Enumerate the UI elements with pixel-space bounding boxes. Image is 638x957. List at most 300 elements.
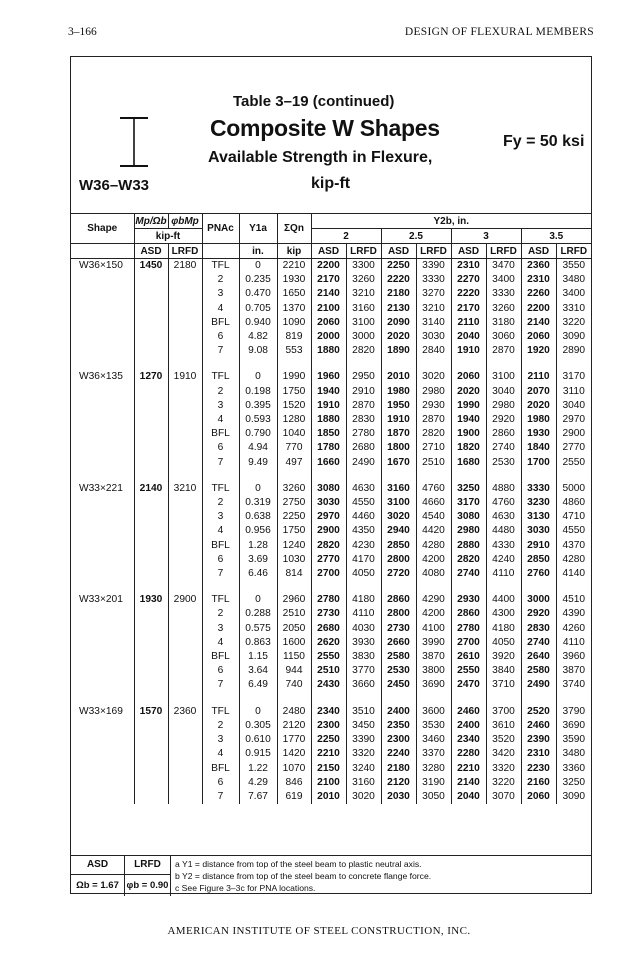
mp-asd-cell	[134, 524, 168, 538]
strength-cell: 4170	[346, 553, 381, 567]
strength-cell: 3590	[556, 733, 591, 747]
spacer-cell	[416, 693, 451, 705]
strength-cell: 2040	[451, 330, 486, 344]
table-row	[71, 510, 591, 524]
sumqn-cell: 2510	[277, 607, 311, 621]
spacer-cell	[277, 470, 311, 482]
mp-asd-cell	[134, 733, 168, 747]
spacer-cell	[239, 581, 277, 593]
table-subtitle: Available Strength in Flexure,	[208, 149, 433, 166]
spacer-cell	[451, 358, 486, 370]
strength-cell: 2460	[521, 719, 556, 733]
strength-cell: 2260	[521, 287, 556, 301]
shape-cell	[71, 441, 134, 455]
pna-cell: 4	[202, 636, 239, 650]
pna-cell: 3	[202, 510, 239, 524]
y1-cell: 0.470	[239, 287, 277, 301]
mp-lrfd-cell	[168, 273, 202, 287]
strength-cell: 1940	[451, 413, 486, 427]
spacer-cell	[416, 581, 451, 593]
sumqn-cell: 1750	[277, 524, 311, 538]
strength-cell: 3510	[346, 705, 381, 719]
strength-cell: 2820	[346, 344, 381, 358]
shape-cell	[71, 524, 134, 538]
y1-cell: 0	[239, 482, 277, 496]
table-row	[71, 370, 591, 384]
shape-cell	[71, 719, 134, 733]
strength-cell: 3690	[556, 719, 591, 733]
shape-cell	[71, 302, 134, 316]
sumqn-cell: 1240	[277, 539, 311, 553]
strength-cell: 2070	[521, 385, 556, 399]
spacer-cell	[134, 693, 168, 705]
pna-cell: 4	[202, 413, 239, 427]
header-pna: PNAc	[202, 214, 239, 244]
strength-cell: 3180	[486, 316, 521, 330]
spacer-cell	[486, 358, 521, 370]
strength-cell: 2970	[556, 413, 591, 427]
strength-cell: 3280	[416, 762, 451, 776]
strength-cell: 4460	[346, 510, 381, 524]
pna-cell: 2	[202, 385, 239, 399]
strength-cell: 2580	[521, 664, 556, 678]
sumqn-cell: 1600	[277, 636, 311, 650]
strength-cell: 3450	[346, 719, 381, 733]
shape-cell	[71, 553, 134, 567]
spacer-cell	[134, 581, 168, 593]
spacer-cell	[521, 358, 556, 370]
strength-cell: 2160	[521, 776, 556, 790]
strength-cell: 3400	[556, 287, 591, 301]
sumqn-cell: 846	[277, 776, 311, 790]
y1-cell: 3.69	[239, 553, 277, 567]
sumqn-cell: 2960	[277, 593, 311, 607]
section-title: DESIGN OF FLEXURAL MEMBERS	[404, 26, 594, 38]
strength-cell: 4880	[486, 482, 521, 496]
strength-cell: 2920	[521, 607, 556, 621]
strength-cell: 1840	[521, 441, 556, 455]
mp-lrfd-cell	[168, 385, 202, 399]
header-sumqn: ΣQn	[277, 214, 311, 244]
table-row	[71, 664, 591, 678]
strength-cell: 4660	[416, 496, 451, 510]
sumqn-cell: 1150	[277, 650, 311, 664]
strength-cell: 4110	[346, 607, 381, 621]
mp-asd-cell: 1570	[134, 705, 168, 719]
strength-cell: 3770	[346, 664, 381, 678]
sumqn-cell: 1750	[277, 385, 311, 399]
table-row	[71, 302, 591, 316]
shape-cell	[71, 385, 134, 399]
strength-cell: 2660	[381, 636, 416, 650]
strength-cell: 4760	[416, 482, 451, 496]
strength-cell: 2510	[311, 664, 346, 678]
strength-cell: 3360	[556, 762, 591, 776]
spacer-cell	[346, 358, 381, 370]
mp-lrfd-cell	[168, 567, 202, 581]
strength-cell: 2140	[451, 776, 486, 790]
table-number: Table 3–19 (continued)	[233, 93, 395, 110]
mp-asd-cell	[134, 636, 168, 650]
y1-cell: 0.593	[239, 413, 277, 427]
sumqn-cell: 1040	[277, 427, 311, 441]
header-kipft: kip-ft	[134, 229, 202, 244]
strength-cell: 2930	[451, 593, 486, 607]
strength-cell: 2140	[521, 316, 556, 330]
strength-cell: 2360	[521, 259, 556, 274]
strength-cell: 2100	[311, 776, 346, 790]
shape-cell	[71, 607, 134, 621]
strength-cell: 2780	[451, 622, 486, 636]
shape-cell	[71, 330, 134, 344]
mp-asd-cell	[134, 273, 168, 287]
strength-cell: 2300	[381, 733, 416, 747]
strength-cell: 2870	[416, 413, 451, 427]
table-row	[71, 636, 591, 650]
strength-cell: 1880	[311, 413, 346, 427]
shape-cell	[71, 733, 134, 747]
mp-asd-cell	[134, 510, 168, 524]
spacer-cell	[202, 581, 239, 593]
strength-cell: 3100	[486, 370, 521, 384]
spacer-cell	[239, 693, 277, 705]
strength-cell: 2610	[451, 650, 486, 664]
strength-cell: 1910	[381, 413, 416, 427]
strength-cell: 3020	[416, 370, 451, 384]
strength-cell: 4400	[486, 593, 521, 607]
strength-cell: 2110	[521, 370, 556, 384]
strength-cell: 4330	[486, 539, 521, 553]
strength-cell: 4240	[486, 553, 521, 567]
strength-cell: 4370	[556, 539, 591, 553]
shape-cell	[71, 510, 134, 524]
strength-cell: 3070	[486, 790, 521, 804]
strength-cell: 3030	[521, 524, 556, 538]
strength-cell: 2580	[381, 650, 416, 664]
sumqn-cell: 2050	[277, 622, 311, 636]
sumqn-cell: 619	[277, 790, 311, 804]
y1-cell: 0.319	[239, 496, 277, 510]
sumqn-cell: 1520	[277, 399, 311, 413]
header-asd: ASD	[451, 244, 486, 259]
strength-cell: 2550	[451, 664, 486, 678]
shape-cell: W33×221	[79, 482, 123, 494]
sumqn-cell: 1280	[277, 413, 311, 427]
strength-cell: 3090	[556, 330, 591, 344]
strength-cell: 2910	[346, 385, 381, 399]
strength-cell: 2130	[381, 302, 416, 316]
pna-cell: 7	[202, 456, 239, 470]
strength-cell: 4390	[556, 607, 591, 621]
sumqn-cell: 2210	[277, 259, 311, 274]
sumqn-cell: 1090	[277, 316, 311, 330]
y1-cell: 4.94	[239, 441, 277, 455]
pna-cell: TFL	[202, 482, 239, 496]
strength-cell: 2740	[521, 636, 556, 650]
pna-cell: 2	[202, 607, 239, 621]
strength-cell: 3960	[556, 650, 591, 664]
shape-cell: W36×150	[79, 260, 123, 271]
mp-asd-cell	[134, 762, 168, 776]
strength-cell: 1910	[451, 344, 486, 358]
strength-cell: 2120	[381, 776, 416, 790]
y1-cell: 0	[239, 593, 277, 607]
strength-cell: 3690	[416, 678, 451, 692]
strength-cell: 3260	[346, 273, 381, 287]
strength-cell: 3090	[556, 790, 591, 804]
y1-cell: 0	[239, 705, 277, 719]
pna-cell: 2	[202, 496, 239, 510]
strength-cell: 2880	[451, 539, 486, 553]
header-pna-blank	[202, 244, 239, 259]
strength-cell: 4110	[486, 567, 521, 581]
header-asd: ASD	[311, 244, 346, 259]
header-y1: Y1a	[239, 214, 277, 244]
sumqn-cell: 1070	[277, 762, 311, 776]
spacer-cell	[168, 358, 202, 370]
strength-cell: 2400	[451, 719, 486, 733]
shape-cell	[71, 776, 134, 790]
spacer-cell	[71, 693, 134, 705]
table-row	[71, 650, 591, 664]
strength-cell: 2730	[311, 607, 346, 621]
strength-cell: 4050	[486, 636, 521, 650]
sumqn-cell: 740	[277, 678, 311, 692]
spacer-cell	[381, 470, 416, 482]
strength-cell: 1980	[521, 413, 556, 427]
shape-cell	[71, 664, 134, 678]
strength-cell: 1960	[311, 370, 346, 384]
spacer-cell	[311, 693, 346, 705]
asd-label: ASD	[71, 856, 124, 875]
spacer-cell	[556, 581, 591, 593]
strength-cell: 3270	[416, 287, 451, 301]
y1-cell: 7.67	[239, 790, 277, 804]
table-body	[71, 259, 591, 805]
spacer-cell	[521, 693, 556, 705]
sumqn-cell: 1990	[277, 370, 311, 384]
strength-cell: 2060	[311, 316, 346, 330]
table-row	[71, 413, 591, 427]
asd-box	[71, 856, 125, 896]
strength-cell: 3420	[486, 747, 521, 761]
strength-cell: 2720	[381, 567, 416, 581]
y1-cell: 0.956	[239, 524, 277, 538]
pna-cell: BFL	[202, 427, 239, 441]
strength-cell: 2460	[451, 705, 486, 719]
mp-asd-cell	[134, 678, 168, 692]
table-row	[71, 705, 591, 719]
strength-cell: 3740	[556, 678, 591, 692]
strength-cell: 2310	[521, 273, 556, 287]
mp-asd-cell: 1930	[134, 593, 168, 607]
strength-cell: 2060	[521, 330, 556, 344]
spacer-cell	[168, 470, 202, 482]
strength-cell: 1940	[311, 385, 346, 399]
group-spacer	[71, 693, 591, 705]
table-row	[71, 762, 591, 776]
y1-cell: 3.64	[239, 664, 277, 678]
strength-cell: 3160	[381, 482, 416, 496]
strength-cell: 3230	[521, 496, 556, 510]
strength-cell: 4200	[416, 607, 451, 621]
strength-cell: 2920	[486, 413, 521, 427]
mp-asd-cell: 1270	[134, 370, 168, 384]
strength-cell: 3190	[416, 776, 451, 790]
mp-asd-cell	[134, 413, 168, 427]
mp-lrfd-cell	[168, 664, 202, 678]
table-row	[71, 259, 591, 274]
pna-cell: 4	[202, 302, 239, 316]
lrfd-label: LRFD	[125, 856, 170, 875]
shape-range: W36–W33	[79, 177, 150, 194]
mp-asd-cell	[134, 302, 168, 316]
pna-cell: 3	[202, 399, 239, 413]
strength-cell: 2830	[521, 622, 556, 636]
y1-cell: 0.575	[239, 622, 277, 636]
mp-lrfd-cell	[168, 776, 202, 790]
mp-asd-cell	[134, 664, 168, 678]
strength-cell: 3930	[346, 636, 381, 650]
strength-cell: 3220	[556, 316, 591, 330]
strength-cell: 3370	[416, 747, 451, 761]
strength-cell: 2840	[416, 344, 451, 358]
strength-cell: 3210	[416, 302, 451, 316]
strength-cell: 2060	[451, 370, 486, 384]
mp-lrfd-cell	[168, 413, 202, 427]
strength-cell: 2490	[346, 456, 381, 470]
strength-cell: 2800	[381, 553, 416, 567]
table-row	[71, 316, 591, 330]
y1-cell: 4.82	[239, 330, 277, 344]
sumqn-cell: 814	[277, 567, 311, 581]
header-kip: kip	[277, 244, 311, 259]
strength-cell: 2770	[311, 553, 346, 567]
strength-cell: 4230	[346, 539, 381, 553]
table-frame	[70, 56, 592, 894]
sumqn-cell: 944	[277, 664, 311, 678]
mp-lrfd-cell: 2900	[168, 593, 202, 607]
spacer-cell	[277, 358, 311, 370]
shape-cell	[71, 399, 134, 413]
strength-cell: 2740	[451, 567, 486, 581]
strength-cell: 2060	[521, 790, 556, 804]
shape-cell	[71, 762, 134, 776]
strength-cell: 2210	[311, 747, 346, 761]
spacer-cell	[71, 470, 134, 482]
strength-cell: 2530	[381, 664, 416, 678]
mp-lrfd-cell	[168, 427, 202, 441]
strength-cell: 2220	[381, 273, 416, 287]
mp-lrfd-cell: 3210	[168, 482, 202, 496]
table-row	[71, 330, 591, 344]
spacer-cell	[202, 358, 239, 370]
strength-cell: 2340	[451, 733, 486, 747]
footnote-c: c See Figure 3–3c for PNA locations.	[175, 883, 316, 893]
strength-cell: 3250	[451, 482, 486, 496]
strength-cell: 3170	[451, 496, 486, 510]
strength-cell: 3160	[346, 302, 381, 316]
strength-cell: 4280	[416, 539, 451, 553]
mp-asd-cell	[134, 790, 168, 804]
sumqn-cell: 2120	[277, 719, 311, 733]
table-units: kip-ft	[311, 175, 351, 192]
strength-cell: 4260	[556, 622, 591, 636]
table-row	[71, 719, 591, 733]
spacer-cell	[381, 693, 416, 705]
pna-cell: 6	[202, 441, 239, 455]
strength-cell: 4300	[486, 607, 521, 621]
strength-cell: 1890	[381, 344, 416, 358]
strength-cell: 3130	[521, 510, 556, 524]
strength-cell: 3060	[486, 330, 521, 344]
sumqn-cell: 1650	[277, 287, 311, 301]
strength-cell: 3210	[346, 287, 381, 301]
y1-cell: 0	[239, 259, 277, 274]
strength-cell: 2020	[451, 385, 486, 399]
table-row	[71, 524, 591, 538]
mp-lrfd-cell	[168, 762, 202, 776]
y1-cell: 0.940	[239, 316, 277, 330]
strength-cell: 2300	[311, 719, 346, 733]
strength-cell: 4860	[556, 496, 591, 510]
strength-cell: 4100	[416, 622, 451, 636]
spacer-cell	[168, 693, 202, 705]
strength-cell: 1980	[381, 385, 416, 399]
strength-cell: 2240	[381, 747, 416, 761]
strength-cell: 1880	[311, 344, 346, 358]
mp-lrfd-cell	[168, 316, 202, 330]
table-row	[71, 776, 591, 790]
y1-cell: 1.22	[239, 762, 277, 776]
strength-cell: 3030	[416, 330, 451, 344]
mp-lrfd-cell	[168, 607, 202, 621]
table-row	[71, 482, 591, 496]
strength-cell: 3920	[486, 650, 521, 664]
strength-cell: 2000	[311, 330, 346, 344]
mp-asd-cell	[134, 441, 168, 455]
strength-cell: 3400	[486, 273, 521, 287]
strength-cell: 1990	[451, 399, 486, 413]
pna-cell: 6	[202, 553, 239, 567]
strength-cell: 2700	[451, 636, 486, 650]
spacer-cell	[202, 470, 239, 482]
pna-cell: TFL	[202, 370, 239, 384]
footnote-a: a Y1 = distance from top of the steel beam to plastic neutral axis.	[175, 859, 422, 869]
mp-asd-cell	[134, 567, 168, 581]
header-blank	[71, 244, 134, 259]
y1-cell: 0.705	[239, 302, 277, 316]
strength-cell: 2450	[381, 678, 416, 692]
strength-cell: 3830	[346, 650, 381, 664]
strength-cell: 4080	[416, 567, 451, 581]
strength-cell: 3040	[486, 385, 521, 399]
y1-cell: 0.305	[239, 719, 277, 733]
strength-cell: 2100	[311, 302, 346, 316]
strength-cell: 2150	[311, 762, 346, 776]
shape-cell	[71, 650, 134, 664]
strength-cell: 2930	[416, 399, 451, 413]
strength-cell: 3840	[486, 664, 521, 678]
strength-cell: 2870	[486, 344, 521, 358]
strength-cell: 1780	[311, 441, 346, 455]
strength-cell: 3470	[486, 259, 521, 274]
strength-cell: 2040	[451, 790, 486, 804]
mp-lrfd-cell	[168, 399, 202, 413]
spacer-cell	[71, 581, 134, 593]
table-row	[71, 287, 591, 301]
pna-cell: 6	[202, 664, 239, 678]
